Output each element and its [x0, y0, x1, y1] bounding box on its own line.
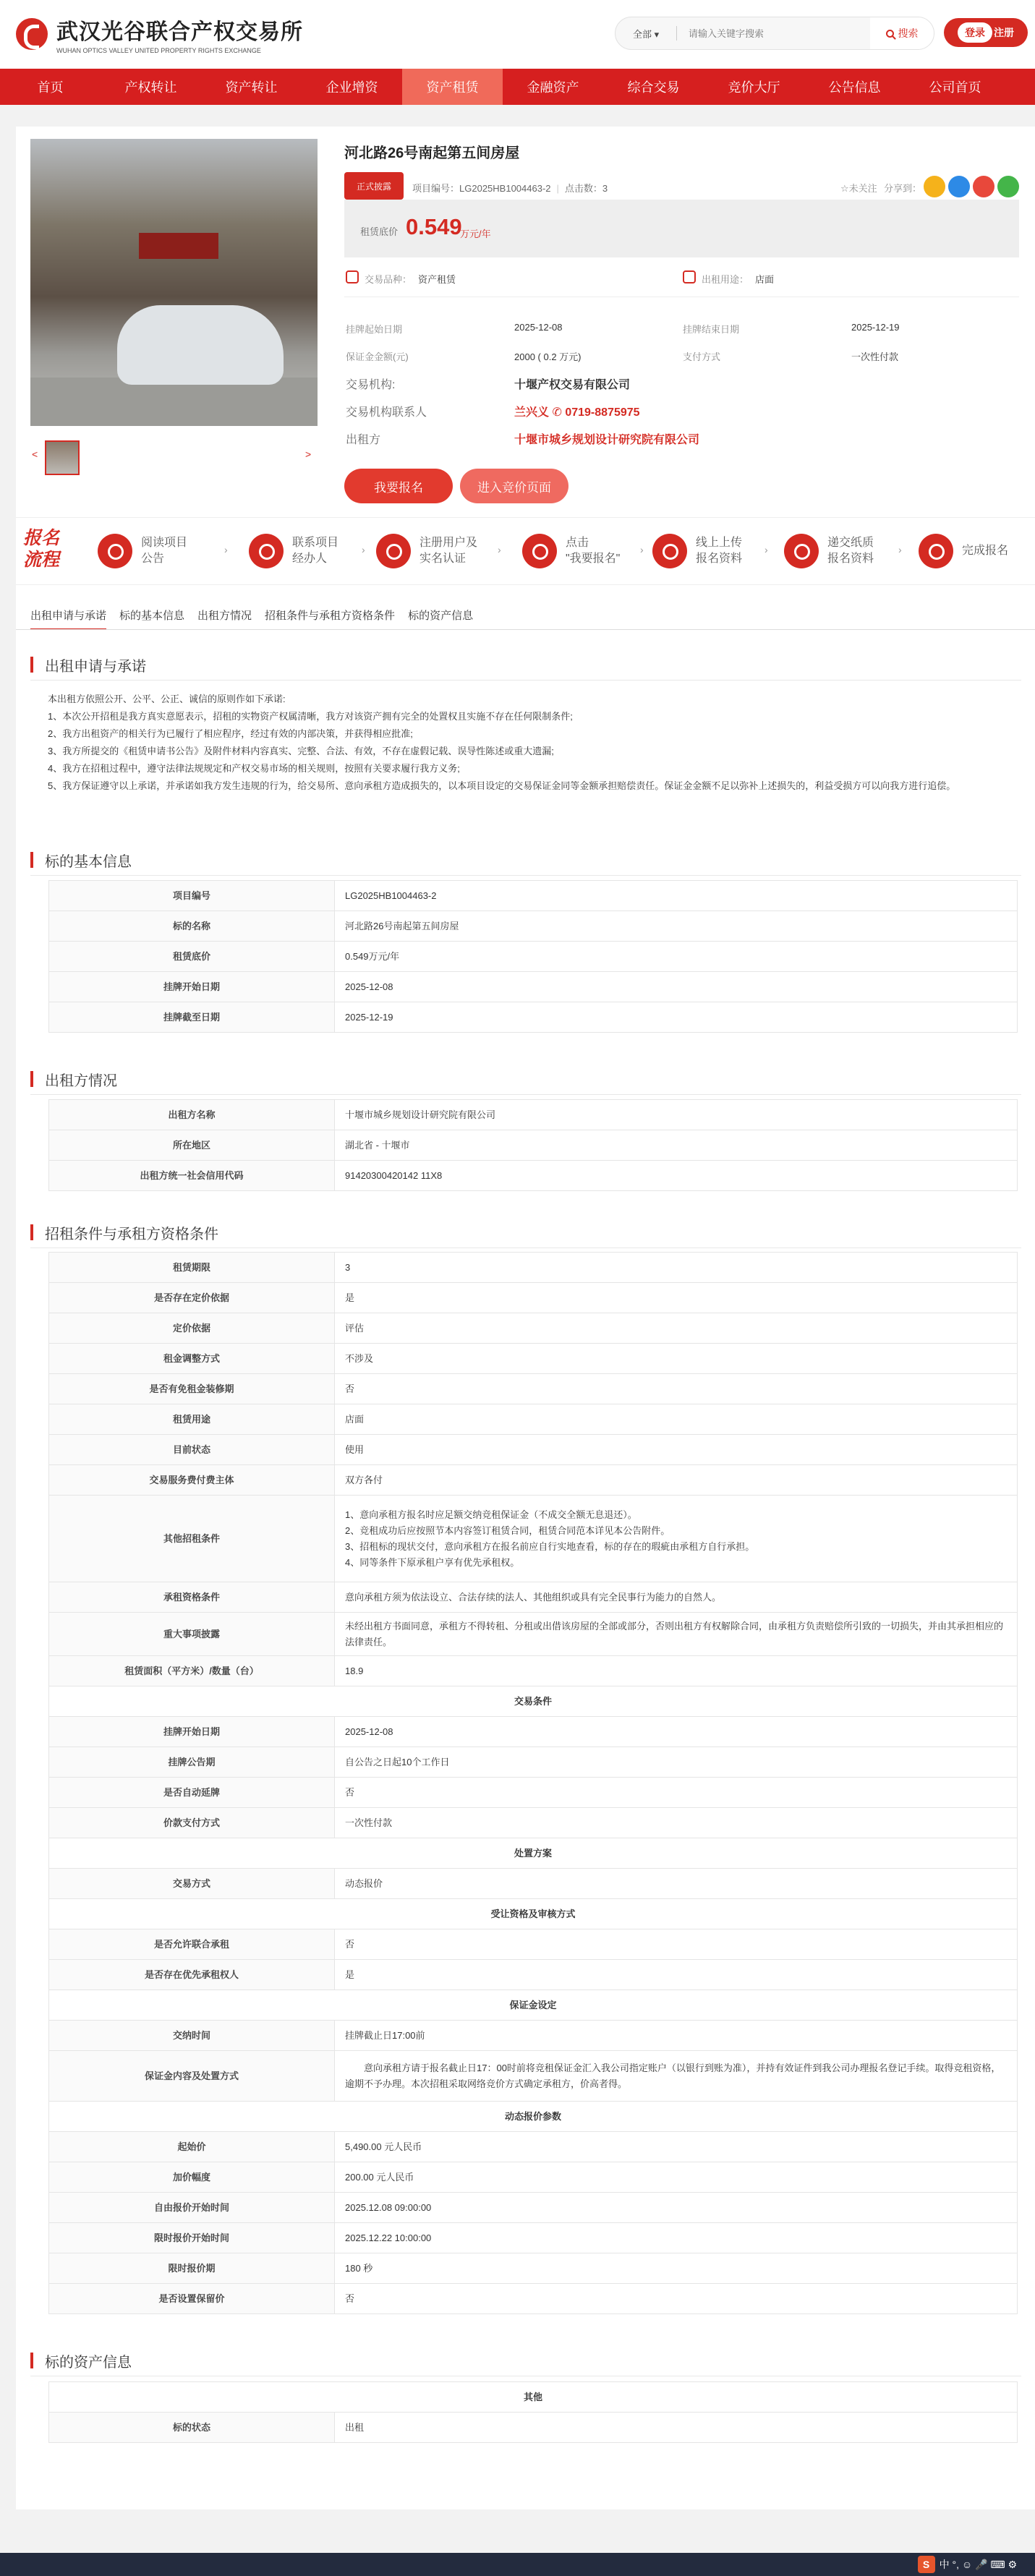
chevron-right-icon: › [898, 544, 902, 555]
row-key: 是否设置保留价 [49, 2284, 335, 2314]
listing-end-label: 挂牌结束日期 [683, 324, 740, 335]
table-row [49, 1344, 1018, 1374]
search-category-select[interactable]: 全部 ▾ [633, 28, 660, 40]
project-main-photo[interactable] [30, 139, 318, 426]
table-group-row [49, 1899, 1018, 1929]
row-key: 交易方式 [49, 1869, 335, 1899]
lessor-table [48, 1099, 1018, 1191]
row-key: 挂牌开始日期 [49, 972, 335, 1002]
table-row [49, 1747, 1018, 1778]
apply-button[interactable]: 我要报名 [344, 469, 453, 503]
table-row [49, 881, 1018, 911]
share-label: 分享到： [884, 183, 922, 194]
row-value: 评估 [335, 1313, 1018, 1344]
nav-item-announcements[interactable]: 公告信息 [828, 80, 881, 95]
row-key: 租赁面积（平方米）/数量（台） [49, 1656, 335, 1686]
group-title: 保证金设定 [49, 1990, 1018, 2021]
table-row [49, 1100, 1018, 1130]
row-key: 限时报价开始时间 [49, 2223, 335, 2253]
page-footer [0, 2553, 1035, 2576]
conditions-table [48, 1252, 1018, 2314]
payment-value: 一次性付款 [851, 351, 899, 362]
row-key: 是否允许联合承租 [49, 1929, 335, 1960]
search-input[interactable] [677, 17, 870, 49]
step-text: 报名资料 [827, 553, 874, 565]
lease-use-label: 出租用途： [702, 274, 749, 285]
table-row [49, 2284, 1018, 2314]
search-category-label: 全部 [633, 28, 652, 40]
project-code-label: 项目编号： [412, 183, 460, 194]
row-key: 租赁底价 [49, 942, 335, 972]
row-value: LG2025HB1004463-2 [335, 881, 1018, 911]
section-title-lessor: 出租方情况 [30, 1069, 117, 1090]
price-label: 租赁底价 [360, 226, 399, 237]
lessor-label: 出租方 [346, 434, 381, 446]
group-title: 交易条件 [49, 1686, 1018, 1717]
register-button[interactable]: 注册 [994, 27, 1014, 38]
chevron-right-icon: › [640, 544, 644, 555]
price-value: 0.549 [406, 214, 462, 239]
row-value: 2025.12.22 10:00:00 [335, 2223, 1018, 2253]
row-key: 标的名称 [49, 911, 335, 942]
process-step-contact [249, 529, 338, 573]
row-value: 5,490.00 元人民币 [335, 2132, 1018, 2162]
upload-icon [652, 534, 687, 568]
trade-type-icon [346, 270, 359, 283]
follow-button[interactable]: ☆未关注 [840, 183, 877, 194]
step-text: 阅读项目 [141, 537, 188, 549]
search-bar [615, 17, 934, 50]
logo-subtitle: WUHAN OPTICS VALLEY UNITED PROPERTY RIGHTS EXCHANGE [56, 47, 261, 54]
login-button[interactable]: 登录 [958, 22, 992, 43]
registration-process [16, 517, 1035, 585]
row-value: 否 [335, 1929, 1018, 1960]
contact-name: 兰兴义 [514, 406, 550, 419]
ime-toolbar-icons[interactable]: 中 °, ☺ 🎤 ⌨ ⚙ [939, 2559, 1017, 2570]
asset-table [48, 2381, 1018, 2443]
group-title: 处置方案 [49, 1838, 1018, 1869]
lease-use-icon [683, 270, 696, 283]
nav-item-capital-increase[interactable]: 企业增资 [325, 80, 378, 95]
table-row [49, 2021, 1018, 2051]
step-text: 点击 [566, 537, 589, 549]
share-icons [924, 176, 1019, 197]
row-key: 交纳时间 [49, 2021, 335, 2051]
process-step-register [376, 529, 477, 573]
row-key: 定价依据 [49, 1313, 335, 1344]
tab-commitment[interactable]: 出租申请与承诺 [30, 607, 106, 630]
commitment-line: 4、我方在招租过程中，遵守法律法规规定和产权交易市场的相关规则，按照有关要求履行我方义务; [48, 763, 460, 774]
eye-icon [98, 534, 132, 568]
chevron-right-icon: › [498, 544, 501, 555]
process-step-read [98, 529, 187, 573]
section-title-asset: 标的资产信息 [30, 2350, 132, 2371]
table-group-row [49, 1838, 1018, 1869]
row-key: 价款支付方式 [49, 1808, 335, 1838]
row-value: 0.549万元/年 [335, 942, 1018, 972]
thumb-next-arrow-icon[interactable]: > [305, 448, 312, 460]
contact-phone[interactable]: 0719-8875975 [565, 406, 640, 419]
chevron-right-icon: › [224, 544, 228, 555]
row-value: 店面 [335, 1404, 1018, 1435]
search-button-label: 搜索 [898, 27, 919, 39]
section-divider [30, 875, 1021, 876]
logo-title: 武汉光谷联合产权交易所 [56, 20, 303, 44]
chevron-right-icon: › [362, 544, 365, 555]
table-row [49, 2413, 1018, 2443]
row-key: 起始价 [49, 2132, 335, 2162]
row-key: 所在地区 [49, 1130, 335, 1161]
qzone-share-icon[interactable] [924, 176, 945, 197]
row-key: 挂牌公告期 [49, 1747, 335, 1778]
logo-mark-icon [16, 18, 48, 50]
deposit-value: 2000 ( 0.2 万元) [514, 351, 582, 362]
detail-tabs [30, 607, 486, 630]
row-value: 使用 [335, 1435, 1018, 1465]
row-key: 是否自动延牌 [49, 1778, 335, 1808]
row-key: 重大事项披露 [49, 1613, 335, 1656]
row-key: 租金调整方式 [49, 1344, 335, 1374]
section-title-basic: 标的基本信息 [30, 850, 132, 871]
row-value: 91420300420142 11X8 [335, 1161, 1018, 1191]
tab-basic-info[interactable]: 标的基本信息 [119, 610, 185, 622]
table-row [49, 1960, 1018, 1990]
sogou-ime-icon[interactable]: S [918, 2556, 935, 2573]
row-value: 一次性付款 [335, 1808, 1018, 1838]
process-step-done [919, 529, 1008, 573]
table-group-row [49, 2102, 1018, 2132]
row-value: 2025.12.08 09:00:00 [335, 2193, 1018, 2223]
group-title: 其他 [49, 2382, 1018, 2413]
trade-type-value: 资产租赁 [418, 274, 456, 285]
tab-asset-info[interactable]: 标的资产信息 [408, 610, 474, 622]
commitment-line: 本出租方依照公开、公平、公正、诚信的原则作如下承诺: [48, 694, 286, 704]
project-code: LG2025HB1004463-2 [459, 183, 551, 194]
row-value: 否 [335, 1374, 1018, 1404]
nav-item-asset-transfer[interactable]: 资产转让 [225, 80, 278, 95]
step-text: 线上上传 [696, 537, 743, 549]
main-content [16, 127, 1035, 2509]
table-row [49, 1313, 1018, 1344]
process-title [23, 527, 88, 571]
table-row [49, 1435, 1018, 1465]
row-key: 自由报价开始时间 [49, 2193, 335, 2223]
step-text: 实名认证 [419, 553, 467, 565]
row-value: 是 [335, 1283, 1018, 1313]
row-value: 十堰市城乡规划设计研究院有限公司 [335, 1100, 1018, 1130]
project-title: 河北路26号南起第五间房屋 [344, 145, 520, 161]
row-value: 意向承租方须为依法设立、合法存续的法人、其他组织或具有完全民事行为能力的自然人。 [335, 1582, 1018, 1613]
step-text: 报名资料 [696, 553, 743, 565]
lease-use-value: 店面 [755, 274, 775, 285]
photo-thumbnail[interactable] [45, 440, 80, 475]
trade-type-label: 交易品种： [365, 274, 412, 285]
nav-item-home[interactable]: 首页 [37, 80, 64, 95]
search-icon [886, 30, 894, 38]
tabs-underline [16, 629, 1035, 630]
group-title: 动态报价参数 [49, 2102, 1018, 2132]
table-row [49, 2253, 1018, 2284]
contact-value [514, 403, 640, 419]
row-value: 挂牌截止日17:00前 [335, 2021, 1018, 2051]
nav-item-asset-lease[interactable]: 资产租赁 [402, 69, 503, 105]
row-key: 出租方统一社会信用代码 [49, 1161, 335, 1191]
step-text: 经办人 [292, 553, 328, 565]
commitment-line: 1、本次公开招租是我方真实意愿表示，招租的实物资产权属清晰，我方对该资产拥有完全的处置权且实施不存在任何限制条件; [48, 711, 573, 722]
project-meta: 项目编号：LG2025HB1004463-2 | 点击数：3 [412, 183, 608, 194]
table-row [49, 942, 1018, 972]
table-row [49, 2132, 1018, 2162]
row-value: 自公告之日起10个工作日 [335, 1747, 1018, 1778]
section-divider [30, 680, 1021, 681]
table-row [49, 1808, 1018, 1838]
process-step-paper [784, 529, 874, 573]
row-value: 河北路26号南起第五间房屋 [335, 911, 1018, 942]
row-value: 1、意向承租方报名时应足额交纳竞租保证金（不成交全额无息退还）。 2、竞租成功后应按照节本内容签订租赁合同，租赁合同范本详见本公告附件。 3、招租标的现状交付，意向承租方在报名前应自行实地查看，标的存在的瑕疵由承租方自行承担。 4、同等条件下原承租户享有优先承租权。 [335, 1496, 1018, 1582]
document-icon [784, 534, 819, 568]
section-title-commitment: 出租申请与承诺 [30, 654, 146, 675]
row-key: 是否存在优先承租权人 [49, 1960, 335, 1990]
row-key: 目前状态 [49, 1435, 335, 1465]
step-text: 注册用户及 [419, 537, 478, 549]
table-row [49, 2162, 1018, 2193]
price-unit: 万元/年 [460, 229, 491, 239]
thumb-prev-arrow-icon[interactable]: < [32, 448, 38, 460]
table-row [49, 1717, 1018, 1747]
table-row [49, 1778, 1018, 1808]
deposit-label: 保证金金额(元) [346, 351, 409, 362]
row-key: 出租方名称 [49, 1100, 335, 1130]
row-key: 租赁用途 [49, 1404, 335, 1435]
row-value: 2025-12-19 [335, 1002, 1018, 1033]
nav-item-auction-hall[interactable]: 竞价大厅 [728, 80, 780, 95]
process-title-line1: 报名 [23, 528, 60, 548]
checkmark-icon [919, 534, 953, 568]
step-text: 完成报名 [962, 545, 1009, 557]
table-row [49, 1582, 1018, 1613]
row-value: 否 [335, 1778, 1018, 1808]
process-step-click-apply [522, 529, 620, 573]
table-row [49, 1404, 1018, 1435]
row-key: 交易服务费付费主体 [49, 1465, 335, 1496]
nav-item-company-home[interactable]: 公司首页 [929, 80, 981, 95]
qq-share-icon[interactable] [948, 176, 970, 197]
row-key: 加价幅度 [49, 2162, 335, 2193]
section-title-conditions: 招租条件与承租方资格条件 [30, 1222, 218, 1243]
listing-end-value: 2025-12-19 [851, 322, 900, 333]
table-row [49, 972, 1018, 1002]
table-row [49, 1002, 1018, 1033]
table-row [49, 2051, 1018, 2102]
row-key: 其他招租条件 [49, 1496, 335, 1582]
nav-item-equity-transfer[interactable]: 产权转让 [124, 80, 177, 95]
tab-lessor[interactable]: 出租方情况 [197, 610, 252, 622]
views-label: 点击数： [564, 183, 602, 194]
row-key: 保证金内容及处置方式 [49, 2051, 335, 2102]
row-key: 承租资格条件 [49, 1582, 335, 1613]
follow-label: 未关注 [848, 183, 877, 194]
payment-label: 支付方式 [683, 351, 721, 362]
status-badge: 正式披露 [344, 172, 404, 200]
wechat-share-icon[interactable] [997, 176, 1019, 197]
table-row [49, 911, 1018, 942]
contact-label: 交易机构联系人 [346, 406, 427, 419]
top-header [0, 0, 1035, 69]
row-key: 挂牌截至日期 [49, 1002, 335, 1033]
step-text: 公告 [141, 553, 165, 565]
row-key: 租赁期限 [49, 1253, 335, 1283]
table-group-row [49, 1990, 1018, 2021]
row-value: 不涉及 [335, 1344, 1018, 1374]
table-row [49, 1283, 1018, 1313]
hand-pointer-icon [522, 534, 557, 568]
main-nav [0, 69, 1035, 105]
phone-icon: ✆ [552, 406, 562, 419]
group-title: 受让资格及审核方式 [49, 1899, 1018, 1929]
search-button[interactable] [870, 17, 934, 49]
id-card-icon [376, 534, 411, 568]
table-row [49, 1869, 1018, 1899]
basic-info-table [48, 880, 1018, 1033]
phone-icon [249, 534, 284, 568]
table-row [49, 1253, 1018, 1283]
row-key: 项目编号 [49, 881, 335, 911]
step-text: "我要报名" [566, 553, 621, 565]
row-value: 双方各付 [335, 1465, 1018, 1496]
row-key: 标的状态 [49, 2413, 335, 2443]
ime-tray [918, 2553, 1017, 2576]
weibo-share-icon[interactable] [973, 176, 994, 197]
table-row [49, 1656, 1018, 1686]
views-count: 3 [602, 183, 608, 194]
commitment-text [48, 691, 1017, 795]
row-value: 动态报价 [335, 1869, 1018, 1899]
photo-covered-car [117, 305, 284, 385]
table-row [49, 1374, 1018, 1404]
row-value: 是 [335, 1960, 1018, 1990]
row-value: 3 [335, 1253, 1018, 1283]
table-row [49, 1130, 1018, 1161]
lessor-value[interactable]: 十堰市城乡规划设计研究院有限公司 [514, 434, 700, 446]
nav-item-financial-assets[interactable]: 金融资产 [527, 80, 579, 95]
chevron-right-icon: › [764, 544, 768, 555]
commitment-line: 3、我方所提交的《租赁申请书公告》及附件材料内容真实、完整、合法、有效，不存在虚假记载、误导性陈述或重大遗漏; [48, 746, 554, 756]
photo-road [30, 378, 318, 426]
enter-auction-button[interactable]: 进入竞价页面 [460, 469, 568, 503]
step-text: 联系项目 [292, 537, 339, 549]
row-value: 2025-12-08 [335, 1717, 1018, 1747]
row-value: 湖北省 - 十堰市 [335, 1130, 1018, 1161]
agency-label: 交易机构: [346, 379, 396, 391]
row-key: 是否存在定价依据 [49, 1283, 335, 1313]
row-key: 限时报价期 [49, 2253, 335, 2284]
table-row [49, 1929, 1018, 1960]
process-title-line2: 流程 [23, 550, 60, 570]
row-value: 否 [335, 2284, 1018, 2314]
site-logo[interactable] [16, 16, 303, 52]
table-group-row [49, 2382, 1018, 2413]
table-row [49, 2193, 1018, 2223]
step-text: 递交纸质 [827, 537, 874, 549]
agency-value: 十堰产权交易有限公司 [514, 379, 631, 391]
row-key: 是否有免租金装修期 [49, 1374, 335, 1404]
row-value: 意向承租方请于报名截止日17：00时前将竞租保证金汇入我公司指定账户（以银行到账为准），并持有效证件到我公司办理报名登记手续。取得竞租资格，逾期不予办理。本次招租采取网络竞价方式确定承租方，价高者得。 [335, 2051, 1018, 2102]
row-value: 200.00 元人民币 [335, 2162, 1018, 2193]
photo-shop-sign [139, 233, 218, 259]
commitment-line: 5、我方保证遵守以上承诺，并承诺如我方发生违规的行为，给交易所、意向承租方造成损失的，以本项目设定的交易保证金同等金额承担赔偿责任。保证金金额不足以弥补上述损失的，利益受损方可以向我方进行追偿。 [48, 780, 956, 791]
row-value: 未经出租方书面同意，承租方不得转租、分租或出借该房屋的全部或部分，否则出租方有权解除合同，由承租方负责赔偿所引致的一切损失，并由其承担相应的法律责任。 [335, 1613, 1018, 1656]
row-key: 挂牌开始日期 [49, 1717, 335, 1747]
row-value: 2025-12-08 [335, 972, 1018, 1002]
row-value: 出租 [335, 2413, 1018, 2443]
table-row [49, 1496, 1018, 1582]
table-row [49, 1613, 1018, 1656]
row-value: 180 秒 [335, 2253, 1018, 2284]
auth-group [944, 18, 1028, 47]
table-row [49, 1465, 1018, 1496]
listing-start-value: 2025-12-08 [514, 322, 563, 333]
table-row [49, 1161, 1018, 1191]
section-divider [30, 1094, 1021, 1095]
table-row [49, 2223, 1018, 2253]
process-step-upload [652, 529, 742, 573]
price-panel [344, 200, 1019, 257]
table-group-row [49, 1686, 1018, 1717]
tab-conditions[interactable]: 招租条件与承租方资格条件 [265, 610, 396, 622]
listing-start-label: 挂牌起始日期 [346, 324, 403, 335]
nav-item-comprehensive[interactable]: 综合交易 [627, 80, 680, 95]
commitment-line: 2、我方出租资产的相关行为已履行了相应程序，经过有效的内部决策，并获得相应批准; [48, 728, 413, 739]
row-value: 18.9 [335, 1656, 1018, 1686]
